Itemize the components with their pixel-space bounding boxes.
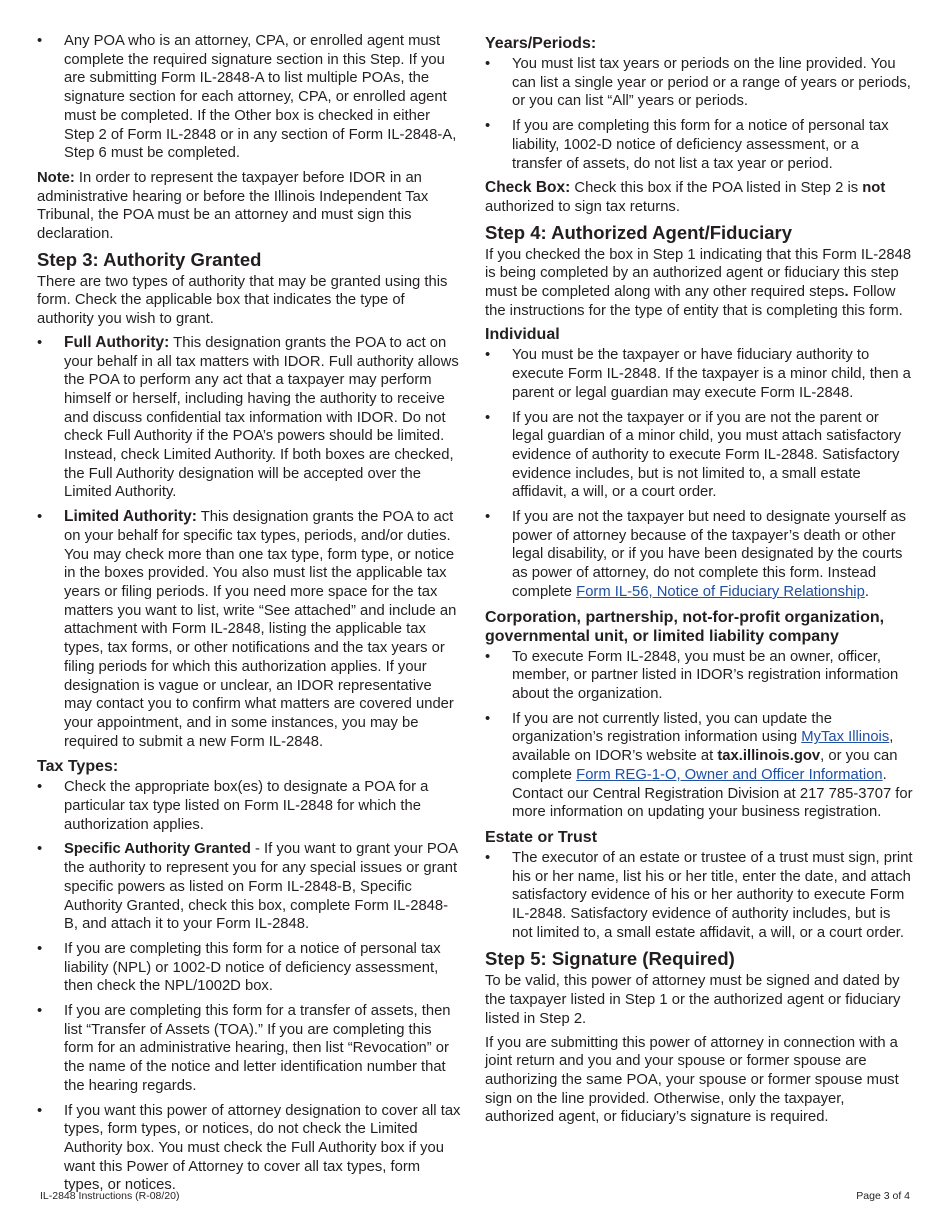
tax-types-heading: Tax Types: [37,758,119,776]
step3-intro: There are two types of authority that may be granted using this form. Check the applicable box that indicates the type of authority you wish to grant. [37,273,448,328]
left-column [37,32,462,1201]
list-item: • You must be the taxpayer or have fiduciary authority to execute Form IL-2848. If the taxpayer is a minor child, then a parent or legal guardian may execute Form IL-2848. [485,346,913,402]
list-item: • Any POA who is an attorney, CPA, or enrolled agent must complete the required signature section in this Step. If you are submitting Form IL-2848-A to list multiple POAs, the signature section for each attorney, CPA, or enrolled agent must be completed. If the Other box is checked in either Step 2 of Form IL-2848 or in any section of Form IL-2848-A, Step 6 must be completed. [37,32,462,163]
list-item: • If you want this power of attorney designation to cover all tax types, form types, or notices, do not check the Limited Authority box. You must check the Full Authority box if you want this Power of Attorney to cover all tax types, form types, or notices. [37,1102,462,1196]
authority-list [37,334,462,751]
step5-paragraph: If you are submitting this power of attorney in connection with a joint return and you and your spouse or former spouse are authorizing the same POA, your spouse or former spouse must sign on the line provided. Otherwise, only the taxpayer, authorized agent, or fiduciary’s signature is required. [485,1034,899,1126]
list-item: • If you are completing this form for a transfer of assets, then list “Transfer of Assets (TOA).” If you are completing this form for an administrative hearing, then list “Revocation” or the name of the notice and letter identification number that the hearing regards. [37,1002,462,1096]
footer-page-number: Page 3 of 4 [856,1190,910,1202]
form-reg1o-link[interactable]: Form REG-1-O, Owner and Officer Information [576,766,883,783]
step4-intro: If you checked the box in Step 1 indicating that this Form IL-2848 is being completed by an authorized agent or fiduciary this step must be completed along with any other required steps. Follow the instructions for the type of entity that is completing this form. [485,246,912,319]
individual-list [485,346,913,601]
list-item: • You must list tax years or periods on the line provided. You can list a single year or period or a range of years or periods, or you can list “All” years or periods. [485,55,913,111]
list-item: • If you are not currently listed, you can update the organization’s registration information using MyTax Illinois, available on IDOR’s website at tax.illinois.gov, or you can complete Form REG-1-O, Owner and Officer Information. Contact our Central Registration Division at 217 785-3707 for more information on updating your business registration. [485,710,913,822]
list-item: • If you are not the taxpayer or if you are not the parent or legal guardian of a minor child, you must attach satisfactory evidence of authority to execute Form IL-2848. Satisfactory evidence includes, but is not limited to, a small estate affidavit, a will, or a court order. [485,409,913,503]
full-authority-item: • Full Authority: This designation grants the POA to act on your behalf in all tax matters with IDOR. Full authority allows the POA to perform any act that a taxpayer may perform himself or herself, including having the authority to receive and discuss confidential tax information with IDOR. Do not check Full Authority if the POA’s powers should be limited. Instead, check Limited Authority. If both boxes are checked, the Full Authority designation will be accepted over the Limited Authority. [37,334,462,502]
footer-form-id: IL-2848 Instructions (R-08/20) [40,1190,180,1202]
estate-heading: Estate or Trust [485,828,598,846]
corp-list [485,648,913,822]
list-item: • To execute Form IL-2848, you must be an owner, officer, member, or partner listed in IDOR’s registration information about the organization. [485,648,913,704]
estate-list [485,849,913,943]
form-il56-link[interactable]: Form IL-56, Notice of Fiduciary Relationship [576,583,865,600]
years-list [485,55,913,173]
right-column [485,32,913,1132]
list-item: • If you are not the taxpayer but need to designate yourself as power of attorney because of the taxpayer’s death or other legal disability, or if you have been designated by the courts as power of attorney, do not complete this form. Instead complete Form IL-56, Notice of Fiduciary Relationship. [485,508,913,602]
limited-authority-item: • Limited Authority: This designation grants the POA to act on your behalf for specific tax types, periods, and/or duties. You may check more than one tax type, form type, or notice in the boxes provided. You also must list the applicable tax years or filing periods. If you need more space for the tax matters you want to list, write “See attached” and include an attachment with Form IL-2848, listing the applicable tax types, tax forms, or other notifications and the tax years or filing periods for which this authorization applies. If your designation is vague or unclear, an IDOR representative may contact you to confirm what matters are covered under your appointment, and in some instances, you may be required to submit a new Form IL-2848. [37,508,462,751]
list-item: • Specific Authority Granted - If you want to grant your POA the authority to represent you for any special issues or grant specific powers as listed on Form IL-2848-B, Specific Authority Granted, check this box, complete Form IL-2848-B, and attach it to your Form IL-2848. [37,840,462,934]
corp-heading: Corporation, partnership, not-for-profit organization, governmental unit, or limited liability company [485,608,885,645]
list-item: • If you are completing this form for a notice of personal tax liability (NPL) or 1002-D notice of deficiency assessment, then check the NPL/1002D box. [37,940,462,996]
intro-list [37,32,462,163]
tax-types-list [37,778,462,1195]
years-heading: Years/Periods: [485,35,597,52]
checkbox-paragraph: Check Box: Check this box if the POA listed in Step 2 is not authorized to sign tax returns. [485,179,886,215]
list-item: • Check the appropriate box(es) to designate a POA for a particular tax type listed on Form IL-2848 for which the authorization applies. [37,778,462,834]
step5-paragraph: To be valid, this power of attorney must be signed and dated by the taxpayer listed in Step 1 or the authorized agent or fiduciary listed in Step 2. [485,973,901,1027]
step5-heading: Step 5: Signature (Required) [485,948,735,970]
individual-heading: Individual [485,326,560,344]
note-paragraph: Note: In order to represent the taxpayer before IDOR in an administrative hearing or before the Illinois Independent Tax Tribunal, the POA must be an attorney and must sign this declaration. [37,169,429,243]
step4-heading: Step 4: Authorized Agent/Fiduciary [485,221,792,243]
mytax-illinois-link[interactable]: MyTax Illinois [801,729,890,746]
list-item: • The executor of an estate or trustee of a trust must sign, print his or her name, list his or her title, enter the date, and attach satisfactory evidence of his or her authority to execute Form IL-2848. Satisfactory evidence of authority includes, but is not limited to, a small estate affidavit, a will, or a court order. [485,849,913,943]
step3-heading: Step 3: Authority Granted [37,248,262,270]
list-item: • If you are completing this form for a notice of personal tax liability, 1002-D notice of deficiency assessment, or a transfer of assets, do not list a tax year or period. [485,117,913,173]
